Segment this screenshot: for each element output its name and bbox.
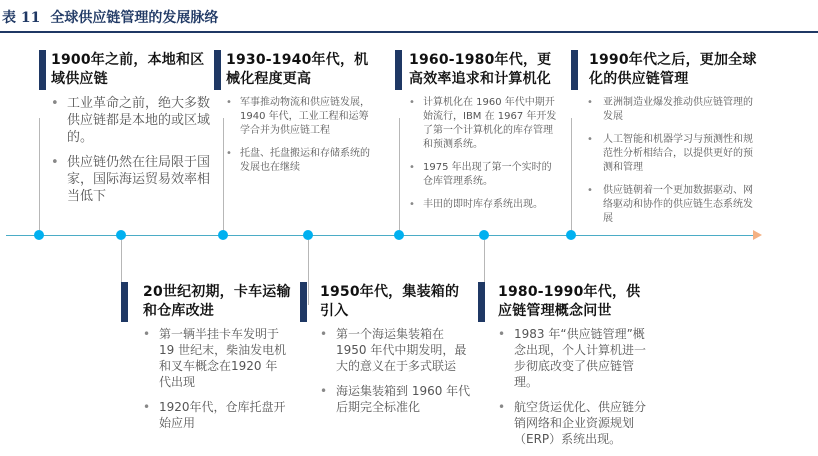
list-item: • 军事推动物流和供应链发展，1940 年代，工业工程和运筹学合并为供应链工程 — [226, 97, 370, 136]
milestone-title: 20世纪初期，卡车运输和仓库改进 — [143, 284, 291, 319]
milestone-bar — [478, 282, 485, 322]
list-item: • 1975 年出现了第一个实时的仓库管理系统。 — [409, 162, 552, 187]
milestone-title: 1980-1990年代，供应链管理概念问世 — [498, 284, 641, 319]
caption-label: 表 11 — [2, 10, 41, 26]
milestone-1990 — [571, 50, 761, 230]
milestone-1900 — [39, 50, 217, 204]
milestone-bar — [214, 50, 221, 90]
list-item: • 航空货运优化、供应链分销网络和企业资源规划（ERP）系统出现。 — [498, 400, 647, 446]
list-item: • 第一个海运集装箱在 1950 年代中期发明，最大的意义在于多式联运 — [320, 327, 467, 373]
list-item: • 供应链仍然在往局限于国家，国际海运贸易效率相当低下 — [51, 155, 211, 204]
timeline-dot-1900s — [116, 230, 126, 240]
list-item: • 工业革命之前，绝大多数供应链都是本地的或区域的。 — [51, 96, 211, 145]
milestone-bullets — [587, 96, 757, 235]
caption-title: 全球供应链管理的发展脉络 — [50, 10, 219, 26]
list-item: • 托盘、托盘搬运和存储系统的发展也在继续 — [226, 148, 370, 173]
milestone-bar — [395, 50, 402, 90]
figure-caption — [2, 6, 218, 28]
milestone-bullets — [409, 96, 559, 221]
milestone-1950 — [300, 282, 476, 440]
list-item: • 第一辆半挂卡车发明于 19 世纪末，柴油发电机和叉车概念在1920 年代出现 — [143, 327, 287, 389]
milestone-1960 — [395, 50, 565, 230]
milestone-title: 1960-1980年代，更高效率追求和计算机化 — [409, 52, 552, 87]
milestone-bar — [121, 282, 128, 322]
milestone-title: 1990年代之后，更加全球化的供应链管理 — [589, 52, 757, 87]
list-item: • 人工智能和机器学习与预测性和规范性分析相结合，以提供更好的预测和管理 — [587, 134, 753, 173]
list-item: • 1983 年“供应链管理”概念出现，个人计算机进一步彻底改变了供应链管理。 — [498, 327, 647, 389]
milestone-bar — [39, 50, 46, 90]
timeline-dot-1930 — [218, 230, 228, 240]
timeline-dot-1990 — [566, 230, 576, 240]
timeline-dot-1950 — [303, 230, 313, 240]
milestone-bullets — [226, 96, 376, 184]
milestone-bar — [300, 282, 307, 322]
milestone-bullets — [51, 95, 213, 213]
caption-rule — [0, 31, 818, 33]
list-item: • 计算机化在 1960 年代中期开始流行，IBM 在 1967 年开发了第一个计算机化的库存管理和预测系统。 — [409, 97, 557, 150]
milestone-title: 1930-1940年代，机械化程度更高 — [226, 52, 369, 87]
milestone-bullets — [498, 326, 656, 456]
list-item: • 丰田的即时库存系统出现。 — [409, 199, 543, 210]
list-item: • 亚洲制造业爆发推动供应链管理的发展 — [587, 97, 753, 122]
list-item: • 海运集装箱到 1960 年代后期完全标准化 — [320, 384, 471, 414]
milestone-1980 — [478, 282, 658, 446]
timeline-dot-1980 — [479, 230, 489, 240]
list-item: • 1920年代，仓库托盘开始应用 — [143, 400, 286, 430]
milestone-1930 — [214, 50, 382, 200]
milestone-bullets — [320, 326, 474, 424]
milestone-bullets — [143, 326, 289, 440]
timeline-dot-1960 — [394, 230, 404, 240]
milestone-title: 1950年代，集装箱的引入 — [320, 284, 460, 319]
milestone-title: 1900年之前，本地和区域供应链 — [51, 52, 205, 87]
milestone-1900s — [121, 282, 293, 440]
timeline-dot-1900 — [34, 230, 44, 240]
milestone-bar — [571, 50, 578, 90]
list-item: • 供应链朝着一个更加数据驱动、网络驱动和协作的供应链生态系统发展 — [587, 185, 753, 224]
